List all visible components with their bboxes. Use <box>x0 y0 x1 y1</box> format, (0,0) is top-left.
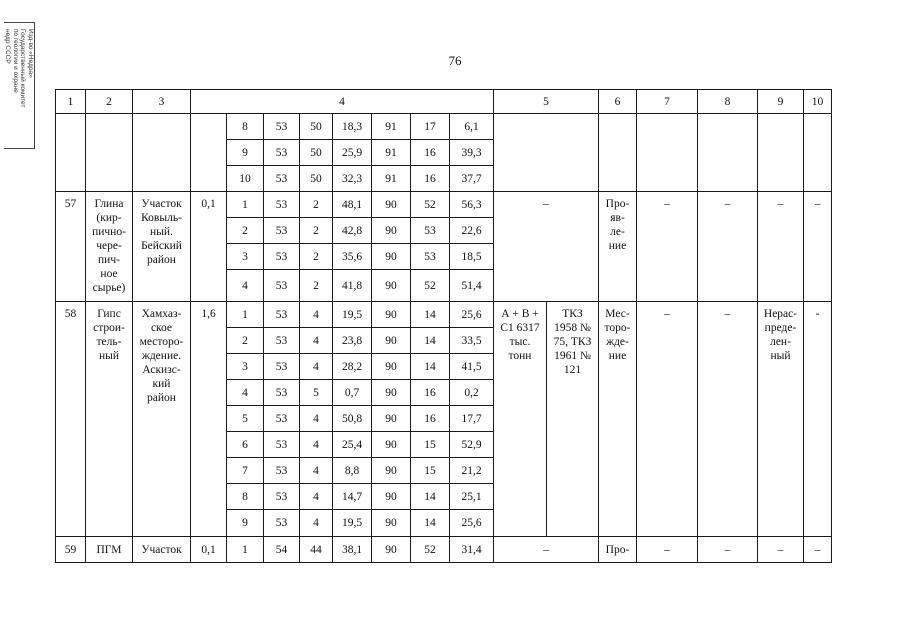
cell-area <box>191 302 227 537</box>
mineral-line: пич- <box>98 254 120 266</box>
type-line: жде- <box>606 336 629 348</box>
coord-cell: 25,6 <box>450 302 494 328</box>
reserves-line: С1 6317 <box>500 322 540 334</box>
cell-10 <box>804 192 832 302</box>
mineral-line: строи- <box>93 322 125 334</box>
coord-cell: 4 <box>300 354 333 380</box>
coord-cell: 7 <box>227 458 264 484</box>
coord-cell: 51,4 <box>450 270 494 302</box>
coord-cell: 53 <box>264 354 300 380</box>
coord-cell: 17 <box>411 114 450 140</box>
coord-cell: 53 <box>264 114 300 140</box>
coord-cell: 48,1 <box>333 192 372 218</box>
coord-cell: 53 <box>264 380 300 406</box>
cell-10 <box>804 114 832 192</box>
coord-cell: 50,8 <box>333 406 372 432</box>
dash: – <box>543 198 549 210</box>
stamp-line: Государственный комитет <box>19 29 27 108</box>
place-line: район <box>147 392 176 404</box>
dash: - <box>815 308 820 320</box>
coord-cell: 9 <box>227 510 264 537</box>
dash: – <box>777 198 784 210</box>
area-value: 1,6 <box>201 308 216 320</box>
dash: – <box>724 308 731 320</box>
area-value: 0,1 <box>201 198 216 210</box>
coord-cell: 28,2 <box>333 354 372 380</box>
coord-cell: 3 <box>227 244 264 270</box>
coord-cell: 37,7 <box>450 166 494 192</box>
type-line: Про- <box>605 198 630 210</box>
coord-cell: 2 <box>300 192 333 218</box>
coord-cell: 53 <box>264 484 300 510</box>
coord-cell: 54 <box>264 537 300 563</box>
coord-cell: 53 <box>264 140 300 166</box>
coord-cell: 18,3 <box>333 114 372 140</box>
cell-place <box>133 114 191 192</box>
mineral-line: сырье) <box>92 282 126 294</box>
type-line: ле- <box>610 226 625 238</box>
coord-cell: 53 <box>264 166 300 192</box>
coord-cell: 1 <box>227 192 264 218</box>
coord-cell: 52,9 <box>450 432 494 458</box>
coord-cell: 25,6 <box>450 510 494 537</box>
cell-type <box>599 302 637 537</box>
mineral-line: пично- <box>92 226 126 238</box>
coord-cell: 4 <box>300 432 333 458</box>
type-line: торо- <box>604 322 631 334</box>
dash: – <box>724 198 731 210</box>
coord-cell: 9 <box>227 140 264 166</box>
place-line: ный. <box>150 226 173 238</box>
coord-cell: 4 <box>300 484 333 510</box>
coord-cell: 4 <box>227 380 264 406</box>
cell-8 <box>698 192 758 302</box>
status-line: ный <box>770 350 791 362</box>
coord-cell: 52 <box>411 270 450 302</box>
mineral-line: чере- <box>96 240 122 252</box>
reserves-line: А + В + <box>501 308 539 320</box>
deposits-table <box>55 89 832 563</box>
cell-reserves <box>494 302 547 537</box>
entry-number-text: 58 <box>64 308 77 320</box>
place-line: район <box>147 254 176 266</box>
cell-mineral <box>86 302 133 537</box>
coord-cell: 19,5 <box>333 302 372 328</box>
coord-cell: 6 <box>227 432 264 458</box>
approval-line: 1958 № <box>554 322 591 334</box>
cell-no <box>56 114 86 192</box>
coord-cell: 16 <box>411 406 450 432</box>
cell-reserves: – <box>494 537 599 563</box>
reserves-line: тонн <box>508 350 532 362</box>
coord-cell: 1 <box>227 302 264 328</box>
place-line: Ковыль- <box>141 212 182 224</box>
coord-cell: 15 <box>411 458 450 484</box>
coord-cell: 25,4 <box>333 432 372 458</box>
coord-cell: 44 <box>300 537 333 563</box>
cell-place: Участок <box>133 537 191 563</box>
entry-number <box>56 192 86 302</box>
dash: – <box>664 198 670 210</box>
mineral-line: Гипс <box>97 308 121 320</box>
coord-cell: 90 <box>372 432 411 458</box>
header-cell: 9 <box>758 90 804 114</box>
coord-cell: 90 <box>372 302 411 328</box>
status-line: Нерас- <box>763 308 798 320</box>
coord-cell: 19,5 <box>333 510 372 537</box>
page-number: 76 <box>448 53 462 68</box>
coord-cell: 53 <box>264 328 300 354</box>
mineral-line: тель- <box>96 336 122 348</box>
coord-cell: 5 <box>300 380 333 406</box>
approval-line: 121 <box>563 364 582 376</box>
coord-cell: 53 <box>264 244 300 270</box>
entry-number-text: 57 <box>64 198 77 210</box>
cell-mineral <box>86 114 133 192</box>
header-cell: 10 <box>804 90 832 114</box>
coord-cell: 4 <box>300 302 333 328</box>
cell-approval <box>547 302 599 537</box>
entry-number: 59 <box>56 537 86 563</box>
approval-line: 1961 № <box>554 350 591 362</box>
cell-reserves <box>494 192 599 302</box>
coord-cell: 2 <box>227 218 264 244</box>
coord-cell: 14 <box>411 302 450 328</box>
cell-place <box>133 302 191 537</box>
place-line: кий <box>152 378 171 390</box>
coord-cell: 22,6 <box>450 218 494 244</box>
mineral-line: ный <box>98 350 120 362</box>
place-line: Бейский <box>141 240 182 252</box>
mineral-line: ное <box>100 268 118 280</box>
coord-cell: 14 <box>411 484 450 510</box>
coord-cell: 53 <box>264 510 300 537</box>
cell-area <box>191 114 227 192</box>
coord-cell: 53 <box>264 432 300 458</box>
stamp-line: недр СССР <box>4 29 12 64</box>
header-cell: 2 <box>86 90 133 114</box>
coord-cell: 4 <box>300 510 333 537</box>
coord-cell: 35,6 <box>333 244 372 270</box>
cell-10: – <box>804 537 832 563</box>
status-line: лен- <box>770 336 791 348</box>
coord-cell: 6,1 <box>450 114 494 140</box>
coord-cell: 33,5 <box>450 328 494 354</box>
coord-cell: 91 <box>372 140 411 166</box>
coord-cell: 2 <box>227 328 264 354</box>
coord-cell: 4 <box>300 328 333 354</box>
cell-area <box>191 192 227 302</box>
coord-cell: 41,5 <box>450 354 494 380</box>
type-line: ние <box>608 240 627 252</box>
coord-cell: 2 <box>300 270 333 302</box>
coord-cell: 15 <box>411 432 450 458</box>
cell-7 <box>637 114 698 192</box>
coord-cell: 53 <box>411 244 450 270</box>
coord-cell: 18,5 <box>450 244 494 270</box>
coord-cell: 90 <box>372 270 411 302</box>
header-cell: 1 <box>56 90 86 114</box>
cell-8: – <box>698 537 758 563</box>
cell-9: – <box>758 537 804 563</box>
coord-cell: 90 <box>372 510 411 537</box>
table-row <box>56 114 832 140</box>
place-line: месторо- <box>139 336 184 348</box>
coord-cell: 50 <box>300 166 333 192</box>
coord-cell: 90 <box>372 406 411 432</box>
coord-cell: 32,3 <box>333 166 372 192</box>
coord-cell: 42,8 <box>333 218 372 244</box>
coord-cell: 53 <box>264 458 300 484</box>
coord-cell: 90 <box>372 218 411 244</box>
coord-cell: 38,1 <box>333 537 372 563</box>
cell-place <box>133 192 191 302</box>
coord-cell: 53 <box>264 218 300 244</box>
coord-cell: 90 <box>372 537 411 563</box>
place-line: Хамхаз- <box>141 308 182 320</box>
coord-cell: 56,3 <box>450 192 494 218</box>
coord-cell: 16 <box>411 140 450 166</box>
coord-cell: 0,2 <box>450 380 494 406</box>
coord-cell: 1 <box>227 537 264 563</box>
coord-cell: 23,8 <box>333 328 372 354</box>
cell-9 <box>758 192 804 302</box>
header-row <box>56 90 832 114</box>
mineral-line: (кир- <box>96 212 122 224</box>
table-row <box>56 192 832 218</box>
coord-cell: 90 <box>372 354 411 380</box>
dash: – <box>664 308 670 320</box>
coord-cell: 4 <box>300 406 333 432</box>
cell-reserves <box>494 114 599 192</box>
coord-cell: 8 <box>227 114 264 140</box>
coord-cell: 2 <box>300 218 333 244</box>
cell-9 <box>758 114 804 192</box>
coord-cell: 3 <box>227 354 264 380</box>
coord-cell: 90 <box>372 328 411 354</box>
coord-cell: 52 <box>411 537 450 563</box>
table-row <box>56 537 832 563</box>
type-line: ние <box>608 350 627 362</box>
coord-cell: 31,4 <box>450 537 494 563</box>
table-row <box>56 302 832 328</box>
header-cell: 7 <box>637 90 698 114</box>
coord-cell: 90 <box>372 192 411 218</box>
coord-cell: 25,1 <box>450 484 494 510</box>
coord-cell: 0,7 <box>333 380 372 406</box>
cell-type <box>599 114 637 192</box>
mineral-line: Глина <box>94 198 124 210</box>
library-stamp <box>4 22 35 149</box>
coord-cell: 16 <box>411 166 450 192</box>
coord-cell: 90 <box>372 380 411 406</box>
type-line: яв- <box>610 212 625 224</box>
place-line: Участок <box>141 198 182 210</box>
approval-line: ТКЗ <box>562 308 583 320</box>
coord-cell: 14 <box>411 328 450 354</box>
coord-cell: 8,8 <box>333 458 372 484</box>
coord-cell: 90 <box>372 484 411 510</box>
coord-cell: 4 <box>300 458 333 484</box>
coord-cell: 53 <box>411 218 450 244</box>
cell-type: Про- <box>599 537 637 563</box>
place-line: ское <box>150 322 173 334</box>
coord-cell: 53 <box>264 192 300 218</box>
header-cell: 4 <box>191 90 494 114</box>
coord-cell: 91 <box>372 114 411 140</box>
cell-9 <box>758 302 804 537</box>
header-cell: 3 <box>133 90 191 114</box>
coord-cell: 21,2 <box>450 458 494 484</box>
coord-cell: 17,7 <box>450 406 494 432</box>
coord-cell: 53 <box>264 270 300 302</box>
coord-cell: 53 <box>264 406 300 432</box>
coord-cell: 5 <box>227 406 264 432</box>
cell-10 <box>804 302 832 537</box>
coord-cell: 53 <box>264 302 300 328</box>
header-cell: 5 <box>494 90 599 114</box>
cell-7: – <box>637 537 698 563</box>
coord-cell: 25,9 <box>333 140 372 166</box>
coord-cell: 41,8 <box>333 270 372 302</box>
coord-cell: 14 <box>411 354 450 380</box>
cell-mineral: ПГМ <box>86 537 133 563</box>
type-line: Мес- <box>605 308 630 320</box>
cell-8 <box>698 114 758 192</box>
cell-mineral <box>86 192 133 302</box>
cell-type <box>599 192 637 302</box>
header-cell: 6 <box>599 90 637 114</box>
coord-cell: 4 <box>227 270 264 302</box>
coord-cell: 50 <box>300 114 333 140</box>
stamp-line: Изд-во «Недра» <box>27 29 34 78</box>
coord-cell: 50 <box>300 140 333 166</box>
stamp-text <box>4 29 34 149</box>
cell-7 <box>637 302 698 537</box>
coord-cell: 10 <box>227 166 264 192</box>
coord-cell: 90 <box>372 244 411 270</box>
place-line: Аскизс- <box>142 364 181 376</box>
coord-cell: 8 <box>227 484 264 510</box>
coord-cell: 16 <box>411 380 450 406</box>
stamp-line: по геологии и охране <box>12 29 19 93</box>
cell-8 <box>698 302 758 537</box>
status-line: преде- <box>764 322 797 334</box>
coord-cell: 2 <box>300 244 333 270</box>
coord-cell: 14,7 <box>333 484 372 510</box>
approval-line: 75, ТКЗ <box>553 336 592 348</box>
reserves-line: тыс. <box>509 336 531 348</box>
dash: – <box>814 198 821 210</box>
cell-7 <box>637 192 698 302</box>
place-line: ждение. <box>141 350 182 362</box>
coord-cell: 14 <box>411 510 450 537</box>
header-cell: 8 <box>698 90 758 114</box>
coord-cell: 91 <box>372 166 411 192</box>
coord-cell: 52 <box>411 192 450 218</box>
cell-area: 0,1 <box>191 537 227 563</box>
entry-number <box>56 302 86 537</box>
coord-cell: 90 <box>372 458 411 484</box>
coord-cell: 39,3 <box>450 140 494 166</box>
